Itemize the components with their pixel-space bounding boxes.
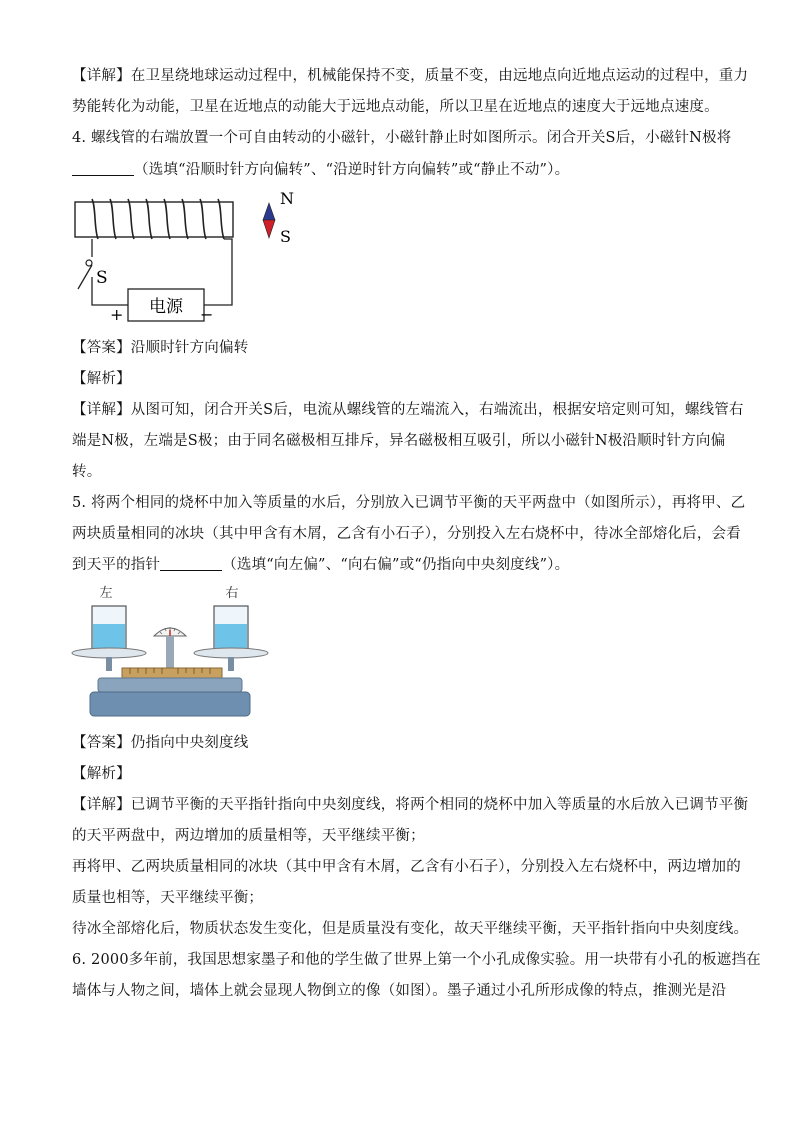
switch-lever [78, 265, 92, 289]
answer-line: 【答案】沿顺时针方向偏转 [72, 340, 249, 356]
text-line: 墙体与人物之间，墙体上就会显现人物倒立的像（如图）。墨子通过小孔所形成像的特点，推测光是沿 [72, 983, 727, 999]
power-source-label: 电源 [149, 297, 183, 317]
question-5-options [72, 555, 724, 575]
text-line: 端是N极，左端是S极；由于同名磁极相互排斥，异名磁极相互吸引，所以小磁针N极沿顺时针方向偏 [72, 433, 726, 449]
question-4: 4. 螺线管的右端放置一个可自由转动的小磁针，小磁针静止时如图所示。闭合开关S后，小磁针N极将 [72, 130, 732, 146]
question-5: 5. 将两个相同的烧杯中加入等质量的水后，分别放入已调节平衡的天平两盘中（如图所示），再将甲、乙 [72, 495, 746, 511]
text-line: 待冰全部熔化后，物质状态发生变化，但是质量没有变化，故天平继续平衡，天平指针指向中央刻度线。 [72, 921, 749, 937]
solenoid-circuit-figure [70, 185, 310, 325]
right-beaker [214, 606, 248, 650]
text-line: 【详解】在卫星绕地球运动过程中，机械能保持不变，质量不变，由远地点向近地点运动的过程中，重力 [72, 68, 749, 84]
needle-south-half [263, 220, 275, 238]
needle-south-label: S [280, 227, 291, 246]
question-6: 6. 2000多年前，我国思想家墨子和他的学生做了世界上第一个小孔成像实验。用一块带有小孔的板遮挡在 [72, 952, 761, 968]
balance-scale-figure [70, 582, 275, 722]
text-line: 的天平两盘中，两边增加的质量相等，天平继续平衡； [72, 828, 425, 844]
text-line: 两块质量相同的冰块（其中甲含有木屑，乙含有小石子），分别投入左右烧杯中，待冰全部熔化后，会看 [72, 526, 741, 542]
text-line: 势能转化为动能，卫星在近地点的动能大于远地点动能，所以卫星在近地点的速度大于远地点速度。 [72, 99, 719, 115]
analysis-heading: 【解析】 [72, 766, 131, 782]
answer-blank [160, 556, 222, 571]
left-pan-post [106, 657, 112, 671]
solenoid-tube [75, 202, 233, 237]
right-pan-post [228, 657, 234, 671]
balance-beam [122, 668, 222, 678]
text-line: 【详解】从图可知，闭合开关S后，电流从螺线管的左端流入，右端流出，根据安培定则可知，螺线管右 [72, 402, 744, 418]
left-pan-label: 左 [99, 586, 113, 601]
right-pan-label: 右 [225, 586, 239, 601]
text-line: 转。 [72, 464, 102, 480]
minus-terminal-label: − [200, 305, 214, 324]
needle-north-half [263, 203, 275, 220]
answer-line: 【答案】仍指向中央刻度线 [72, 735, 249, 751]
switch-label: S [96, 268, 108, 288]
text-line: 【详解】已调节平衡的天平指针指向中央刻度线，将两个相同的烧杯中加入等质量的水后放入已调节平衡 [72, 797, 749, 813]
left-beaker [92, 606, 126, 650]
text-span: （选填“向左偏”、“向右偏”或“仍指向中央刻度线”）。 [222, 557, 570, 573]
needle-north-label: N [280, 189, 294, 208]
text-span: 到天平的指针 [72, 557, 161, 573]
left-pan [72, 648, 146, 658]
analysis-heading: 【解析】 [72, 371, 131, 387]
question-4-options [72, 160, 724, 180]
balance-base [90, 692, 250, 716]
text-line: 质量也相等，天平继续平衡； [72, 890, 264, 906]
answer-blank [72, 161, 134, 176]
switch-contact [86, 260, 92, 266]
text-line: 再将甲、乙两块质量相同的冰块（其中甲含有木屑，乙含有小石子），分别投入左右烧杯中，两边增加的 [72, 859, 741, 875]
coil-windings [92, 199, 224, 239]
plus-terminal-label: + [110, 305, 124, 324]
text-span: （选填“沿顺时针方向偏转”、“沿逆时针方向偏转”或“静止不动”）。 [134, 162, 570, 178]
balance-body [98, 678, 242, 692]
right-pan [194, 648, 268, 658]
